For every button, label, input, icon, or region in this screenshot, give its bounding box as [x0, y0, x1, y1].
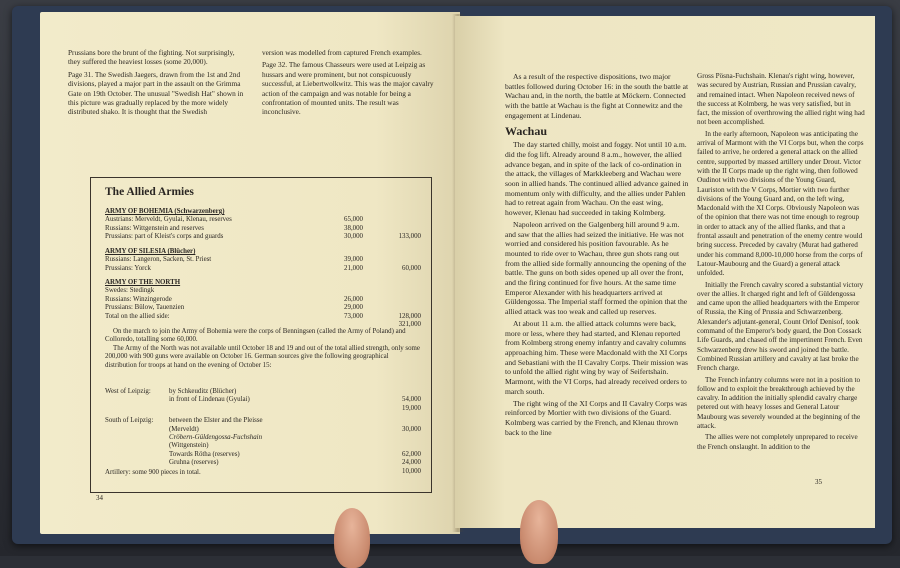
army-row: Russians: Winzingerode 26,000	[105, 295, 363, 303]
distribution-row: (Merveldt) 30,000	[169, 425, 421, 433]
body-paragraph: The day started chilly, moist and foggy. Not until 10 a.m. did the fog lift. Already around 8 a.m., however, the allied advance began, and in spite of the lack of co-ordination in the attack, the villages of Markkleeberg and Wachau were soon in allied hands. The continued allied advance gained in momentum only with difficulty, and the allies under Pahlen had to retreat again from Wachau. On the east wing, however, Klenau had succeeded in taking Kolmberg.	[505, 140, 689, 218]
body-paragraph: Initially the French cavalry scored a substantial victory over the allies. It charged right and left of Güldengossa and came upon the allied headquarters with the Emperor of Russia, the King of Prussia and Schwarzenberg. Alexander's adjutant-general, Count Orlof Denisof, took command of the Emperor's body guard, the Don Cossack Life Guards, and chased off the impertinent French. Even Schwarzenberg drew his sword and joined the battle. Combined Russian artillery and cavalry at last broke the French charge.	[697, 280, 864, 373]
distribution-row: Cröbern-Güldengossa-Fuchshain	[169, 434, 263, 442]
box-notes	[105, 328, 421, 370]
text-column-1	[505, 72, 689, 439]
army-row: Prussians: Bülow, Tauenzien 29,000	[105, 304, 363, 312]
caption-text: version was modelled from captured French examples.	[262, 48, 422, 57]
distribution-row: 10,000	[402, 467, 421, 475]
army-section	[105, 208, 421, 242]
distribution-row: West of Leipzig: by Schkeuditz (Blücher)	[105, 388, 237, 395]
body-paragraph: The French infantry columns were not in a position to follow and to exploit the breakthrough achieved by the cavalry. In addition the initially splendid cavalry charge petered out with heavy losses and General Latour Maubourg was severely wounded at the beginning of the attack.	[697, 375, 861, 430]
army-row: Russians: Langeron, Sacken, St. Priest 39,000	[105, 256, 363, 264]
army-heading: ARMY OF SILESIA (Blücher)	[105, 248, 196, 255]
caption-column-1	[68, 48, 244, 120]
right-page	[455, 16, 875, 528]
distribution-table	[105, 388, 421, 476]
army-heading: ARMY OF BOHEMIA (Schwarzenberg)	[105, 208, 225, 215]
distribution-row: Towards Rötha (reserves) 62,000	[169, 450, 421, 458]
army-section	[105, 248, 421, 273]
section-heading: Wachau	[505, 123, 548, 138]
page-number: 35	[815, 478, 822, 486]
allied-armies-box	[90, 177, 432, 493]
army-row: Prussians: Yorck 21,000 60,000	[105, 264, 421, 272]
distribution-row: 19,000	[402, 404, 421, 412]
caption-column-2	[262, 48, 438, 120]
right-thumb	[520, 500, 558, 564]
text-column-2	[697, 72, 865, 454]
body-paragraph: In the early afternoon, Napoleon was anticipating the arrival of Marmont with the VI Corps but, when the corps failed to arrive, he ordered a general attack on the allied centre, supported by massed artillery under Drout. Victor with the II Corps made up the right wing, then followed Oudinot with two divisions of the Young Guard, Lauriston with the V Corps, Mortier with two further divisions of the Young Guard and, on the left wing, Macdonald with the XI Corps. Obviously Napoleon was of the opinion that there was not time enough to regroup in order to attack any of the allied flanks, and that a frontal assault and penetration of the enemy centre would bring success. Preceded by cavalry (Murat had gathered under his command 8,000-10,000 horse from the corps of Latour-Maubourg and the Guard) a general attack unfolded.	[697, 129, 864, 278]
note-text: The Army of the North was not available until October 18 and 19 and out of the total allied strength, only some 200,000 with 900 guns were available on October 16. German sources give the following geographical distribution for troops at hand on the evening of October 15:	[105, 344, 420, 369]
caption-text: Page 32. The famous Chasseurs were used at Leipzig as hussars and were prominent, but not conspicuously successful, at Liebertwolkwitz. This was the major cavalry action of the campaign and was notable for being a confrontation of mounted units. The result was inconclusive.	[262, 60, 434, 117]
army-section	[105, 279, 421, 329]
body-paragraph: As a result of the respective dispositions, two major battles followed during October 16: in the south the battle at Wachau and, in the north, the battle at Möckern. Connected with the battle at Wachau is the fight at Connewitz and the engagement at Lindenau.	[505, 72, 689, 120]
distribution-row: Gruhna (reserves) 24,000	[169, 459, 421, 467]
caption-text: Page 31. The Swedish Jaegers, drawn from the 1st and 2nd divisions, played a major part in the assault on the Grimma Gate on 19th October. The unusual "Swedish Hat" shown in this picture was gradually replaced by the more widely distributed shako. It is thought that the Swedish	[68, 69, 244, 117]
army-row: Total on the allied side: 73,000 128,000	[105, 312, 421, 320]
body-paragraph: Napoleon arrived on the Galgenberg hill around 9 a.m. and saw that the allies had seized the initiative. He was not worried and considered his position favourable. As he mounted to ride over to Wachau, three gun shots rang out from the allied side formally announcing the opening of the battle. The guns on both sides opened up all over the front, and the firing continued for five hours. At the same time Emperor Alexander with his headquarters arrived at Güldengossa. The Imperial staff formed the opinion that the allied attack was too weak and called up reserves.	[505, 219, 688, 317]
army-heading: ARMY OF THE NORTH	[105, 279, 181, 286]
army-row: Prussians: part of Kleist's corps and guards 30,000 133,000	[105, 233, 421, 241]
body-paragraph: The right wing of the XI Corps and II Cavalry Corps was reinforced by Mortier with two divisions of the Guard. Kolmberg was carried by the French, and Klenau thrown back to the line	[505, 398, 687, 437]
note-text: On the march to join the Army of Bohemia were the corps of Benningsen (called the Army of Poland) and Colloredo, totalling some 60,000.	[105, 328, 406, 344]
distribution-row: in front of Lindenau (Gyulai) 54,000	[169, 396, 421, 404]
body-paragraph: Gross Pösna-Fuchshain. Klenau's right wing, however, was secured by Austrian, Russian and Prussian cavalry, and remained intact. When Napoleon received news of the success at Kolmberg, he was very satisfied, but in fact, the mission of overthrowing the allied right wing had not been accomplished.	[697, 72, 865, 127]
left-thumb	[334, 508, 370, 568]
army-row: 321,000	[398, 321, 421, 329]
distribution-row: (Wittgenstein)	[169, 442, 209, 450]
body-paragraph: The allies were not completely unprepared to receive the French onslaught. In addition to the	[697, 433, 858, 451]
left-page	[40, 12, 460, 534]
box-title: The Allied Armies	[105, 186, 194, 198]
artillery-note: Artillery: some 900 pieces in total.	[105, 469, 201, 476]
army-row: Swedes: Stedingk	[105, 287, 155, 295]
page-number: 34	[96, 494, 103, 502]
distribution-row: South of Leipzig: between the Elster and the Pleisse	[105, 417, 263, 425]
army-row: Russians: Wittgenstein and reserves 38,000	[105, 224, 363, 232]
caption-text: Prussians bore the brunt of the fighting. Not surprisingly, they suffered the heaviest losses (some 20,000).	[68, 48, 235, 67]
body-paragraph: At about 11 a.m. the allied attack columns were back, more or less, where they had started, and Klenau reported from Kolmberg strong enemy infantry and cavalry columns approaching him. These were Macdonald with the XI Corps and Sebastiani with the II Cavalry Corps. Their mission was to unfold the allied right wing by way of Seifertshain. Marmont, with the VI Corps, had already received orders to march south.	[505, 318, 688, 396]
army-row: Austrians: Merveldt, Gyulai, Klenau, reserves 65,000	[105, 216, 363, 224]
